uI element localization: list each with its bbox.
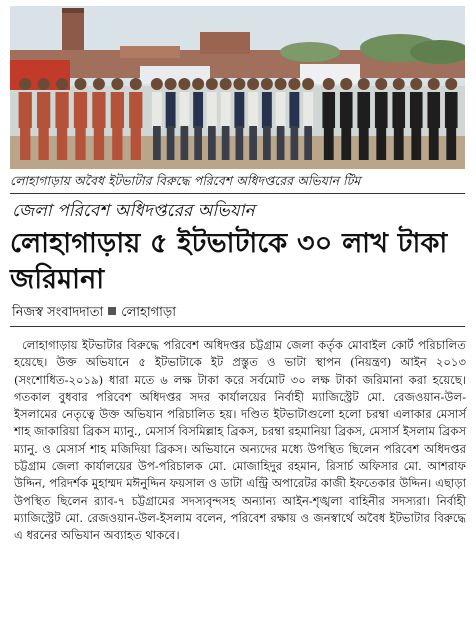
person-head [178, 78, 190, 90]
person-body [392, 92, 405, 128]
person-legs [277, 126, 285, 160]
person-body [19, 92, 32, 128]
person-head [340, 78, 352, 90]
person-legs [20, 126, 30, 160]
person-body [111, 92, 124, 128]
headline: লোহাগাড়ায় ৫ ইটভাটাকে ৩০ লাখ টাকা জরিমানা [10, 228, 448, 295]
person-body [193, 92, 203, 128]
person-legs [236, 126, 244, 160]
kicker: জেলা পরিবেশ অধিদপ্তরের অভিযান [12, 201, 255, 221]
person-legs [376, 126, 386, 160]
person-body [427, 92, 440, 128]
photo-caption: লোহাগাড়ায় অবৈধ ইটভাটার বিরুদ্ধে পরিবেশ অধিদপ্তরের অভিযান টিম [10, 173, 361, 188]
person-body [262, 92, 272, 128]
person-head [38, 78, 50, 90]
person-head [410, 78, 422, 90]
person-legs [304, 126, 312, 160]
person-head [375, 78, 387, 90]
person-body [276, 92, 286, 128]
person-body [221, 92, 231, 128]
person-legs [411, 126, 421, 160]
person-body [37, 92, 50, 128]
person-head [93, 78, 105, 90]
person-head [261, 78, 273, 90]
person-head [247, 78, 259, 90]
person-body [166, 92, 176, 128]
person-head [19, 78, 31, 90]
person-body [207, 92, 217, 128]
person-body [375, 92, 388, 128]
person-body [129, 92, 142, 128]
person-head [111, 78, 123, 90]
person-legs [194, 126, 202, 160]
person-legs [341, 126, 351, 160]
person-legs [38, 126, 48, 160]
person-legs [446, 126, 456, 160]
person-body [55, 92, 68, 128]
article-photo [10, 6, 465, 169]
person-head [323, 78, 335, 90]
person-legs [167, 126, 175, 160]
person-legs [75, 126, 85, 160]
person-head [192, 78, 204, 90]
person-legs [394, 126, 404, 160]
person-legs [222, 126, 230, 160]
person-legs [112, 126, 122, 160]
person-legs [324, 126, 334, 160]
person-head [275, 78, 287, 90]
person-legs [208, 126, 216, 160]
person-legs [263, 126, 271, 160]
person-legs [57, 126, 67, 160]
person-head [428, 78, 440, 90]
square-separator-icon [108, 307, 116, 315]
person-body [92, 92, 105, 128]
person-body [340, 92, 353, 128]
person-head [75, 78, 87, 90]
caption-rule [10, 193, 465, 194]
person-legs [429, 126, 439, 160]
person-head [56, 78, 68, 90]
person-legs [153, 126, 161, 160]
person-head [130, 78, 142, 90]
person-legs [359, 126, 369, 160]
byline [12, 304, 467, 322]
article-body: লোহাগাড়ায় ইটভাটার বিরুদ্ধে পরিবেশ অধিদপ্তর চট্টগ্রাম জেলা কর্তৃক মোবাইল কোর্ট পরিচালিত হয়েছে। উক্ত অভিযানে ৫ ইটভাটাকে ইট প্রস্তুত ও ভাটা স্থাপন (নিয়ন্ত্রণ) আইন ২০১৩ (সংশোধিত-২০১৯) ধারা মতে ৬ লক্ষ টাকা করে সর্বমোট ৩০ লক্ষ টাকা জরিমানা করা হয়েছে। গতকাল বুধবার পরিবেশ অধিদপ্তর সদর কার্যালয়ের নির্বাহী ম্যাজিস্ট্রেট মো. রেজওয়ান-উল-ইসলামের নেতৃত্বে উক্ত অভিযান পরিচালিত হয়। দণ্ডিত ইটভাটাগুলো হলো চরম্বা এলাকার মেসার্স শাহ জাকারিয়া ব্রিকস ম্যানু., মেসার্স বিসমিল্লাহ ব্রিকস, চরম্বা রহমানিয়া ব্রিকস, মেসার্স ইসলাম ব্রিকস ম্যানু. ও মেসার্স শাহ মজিদিয়া ব্রিকস। অভিযানে অন্যদের মধ্যে উপস্থিত ছিলেন পরিবেশ অধিদপ্তর চট্টগ্রাম জেলা কার্যালয়ের উপ-পরিচালক মো. মোজাহিদুর রহমান, রিসার্চ অফিসার মো. আশরাফ উদ্দিন, পরিদর্শক মুহাম্মদ মঈনুদ্দিন ফয়সাল ও ডাটা এন্ট্রি অপারেটর কাজী ইফতেকার উদ্দিন। এছাড়া উপস্থিত ছিলেন র‍্যাব-৭ চট্টগ্রামের সদস্যবৃন্দসহ অন্যান্য আইন-শৃঙ্খলা বাহিনীর সদস্যরা। নির্বাহী ম্যাজিস্ট্রেট মো. রেজওয়ান-উল-ইসলাম বলেন, পরিবেশ রক্ষায় ও জনস্বার্থে অবৈধ ইটভাটার বিরুদ্ধে এ ধরনের অভিযান অব্যাহত থাকবে। [14, 338, 466, 543]
byline-reporter: নিজস্ব সংবাদদাতা [12, 305, 104, 320]
byline-location: লোহাগাড়া [121, 305, 176, 320]
person-body [152, 92, 162, 128]
person-body [303, 92, 313, 128]
person-head [393, 78, 405, 90]
person-legs [291, 126, 299, 160]
person-head [233, 78, 245, 90]
person-head [445, 78, 457, 90]
person-legs [131, 126, 141, 160]
person-body [289, 92, 299, 128]
person-body [445, 92, 458, 128]
person-legs [249, 126, 257, 160]
byline-rule [10, 326, 465, 327]
person-head [358, 78, 370, 90]
person-head [206, 78, 218, 90]
person-head [288, 78, 300, 90]
person-body [179, 92, 189, 128]
person-head [220, 78, 232, 90]
person-legs [181, 126, 189, 160]
person-legs [94, 126, 104, 160]
person-body [357, 92, 370, 128]
person-body [410, 92, 423, 128]
person-body [248, 92, 258, 128]
person-body [234, 92, 244, 128]
person-body [322, 92, 335, 128]
person-body [74, 92, 87, 128]
person-head [165, 78, 177, 90]
person-head [302, 78, 314, 90]
person-head [151, 78, 163, 90]
group-photo-icon [10, 6, 465, 169]
